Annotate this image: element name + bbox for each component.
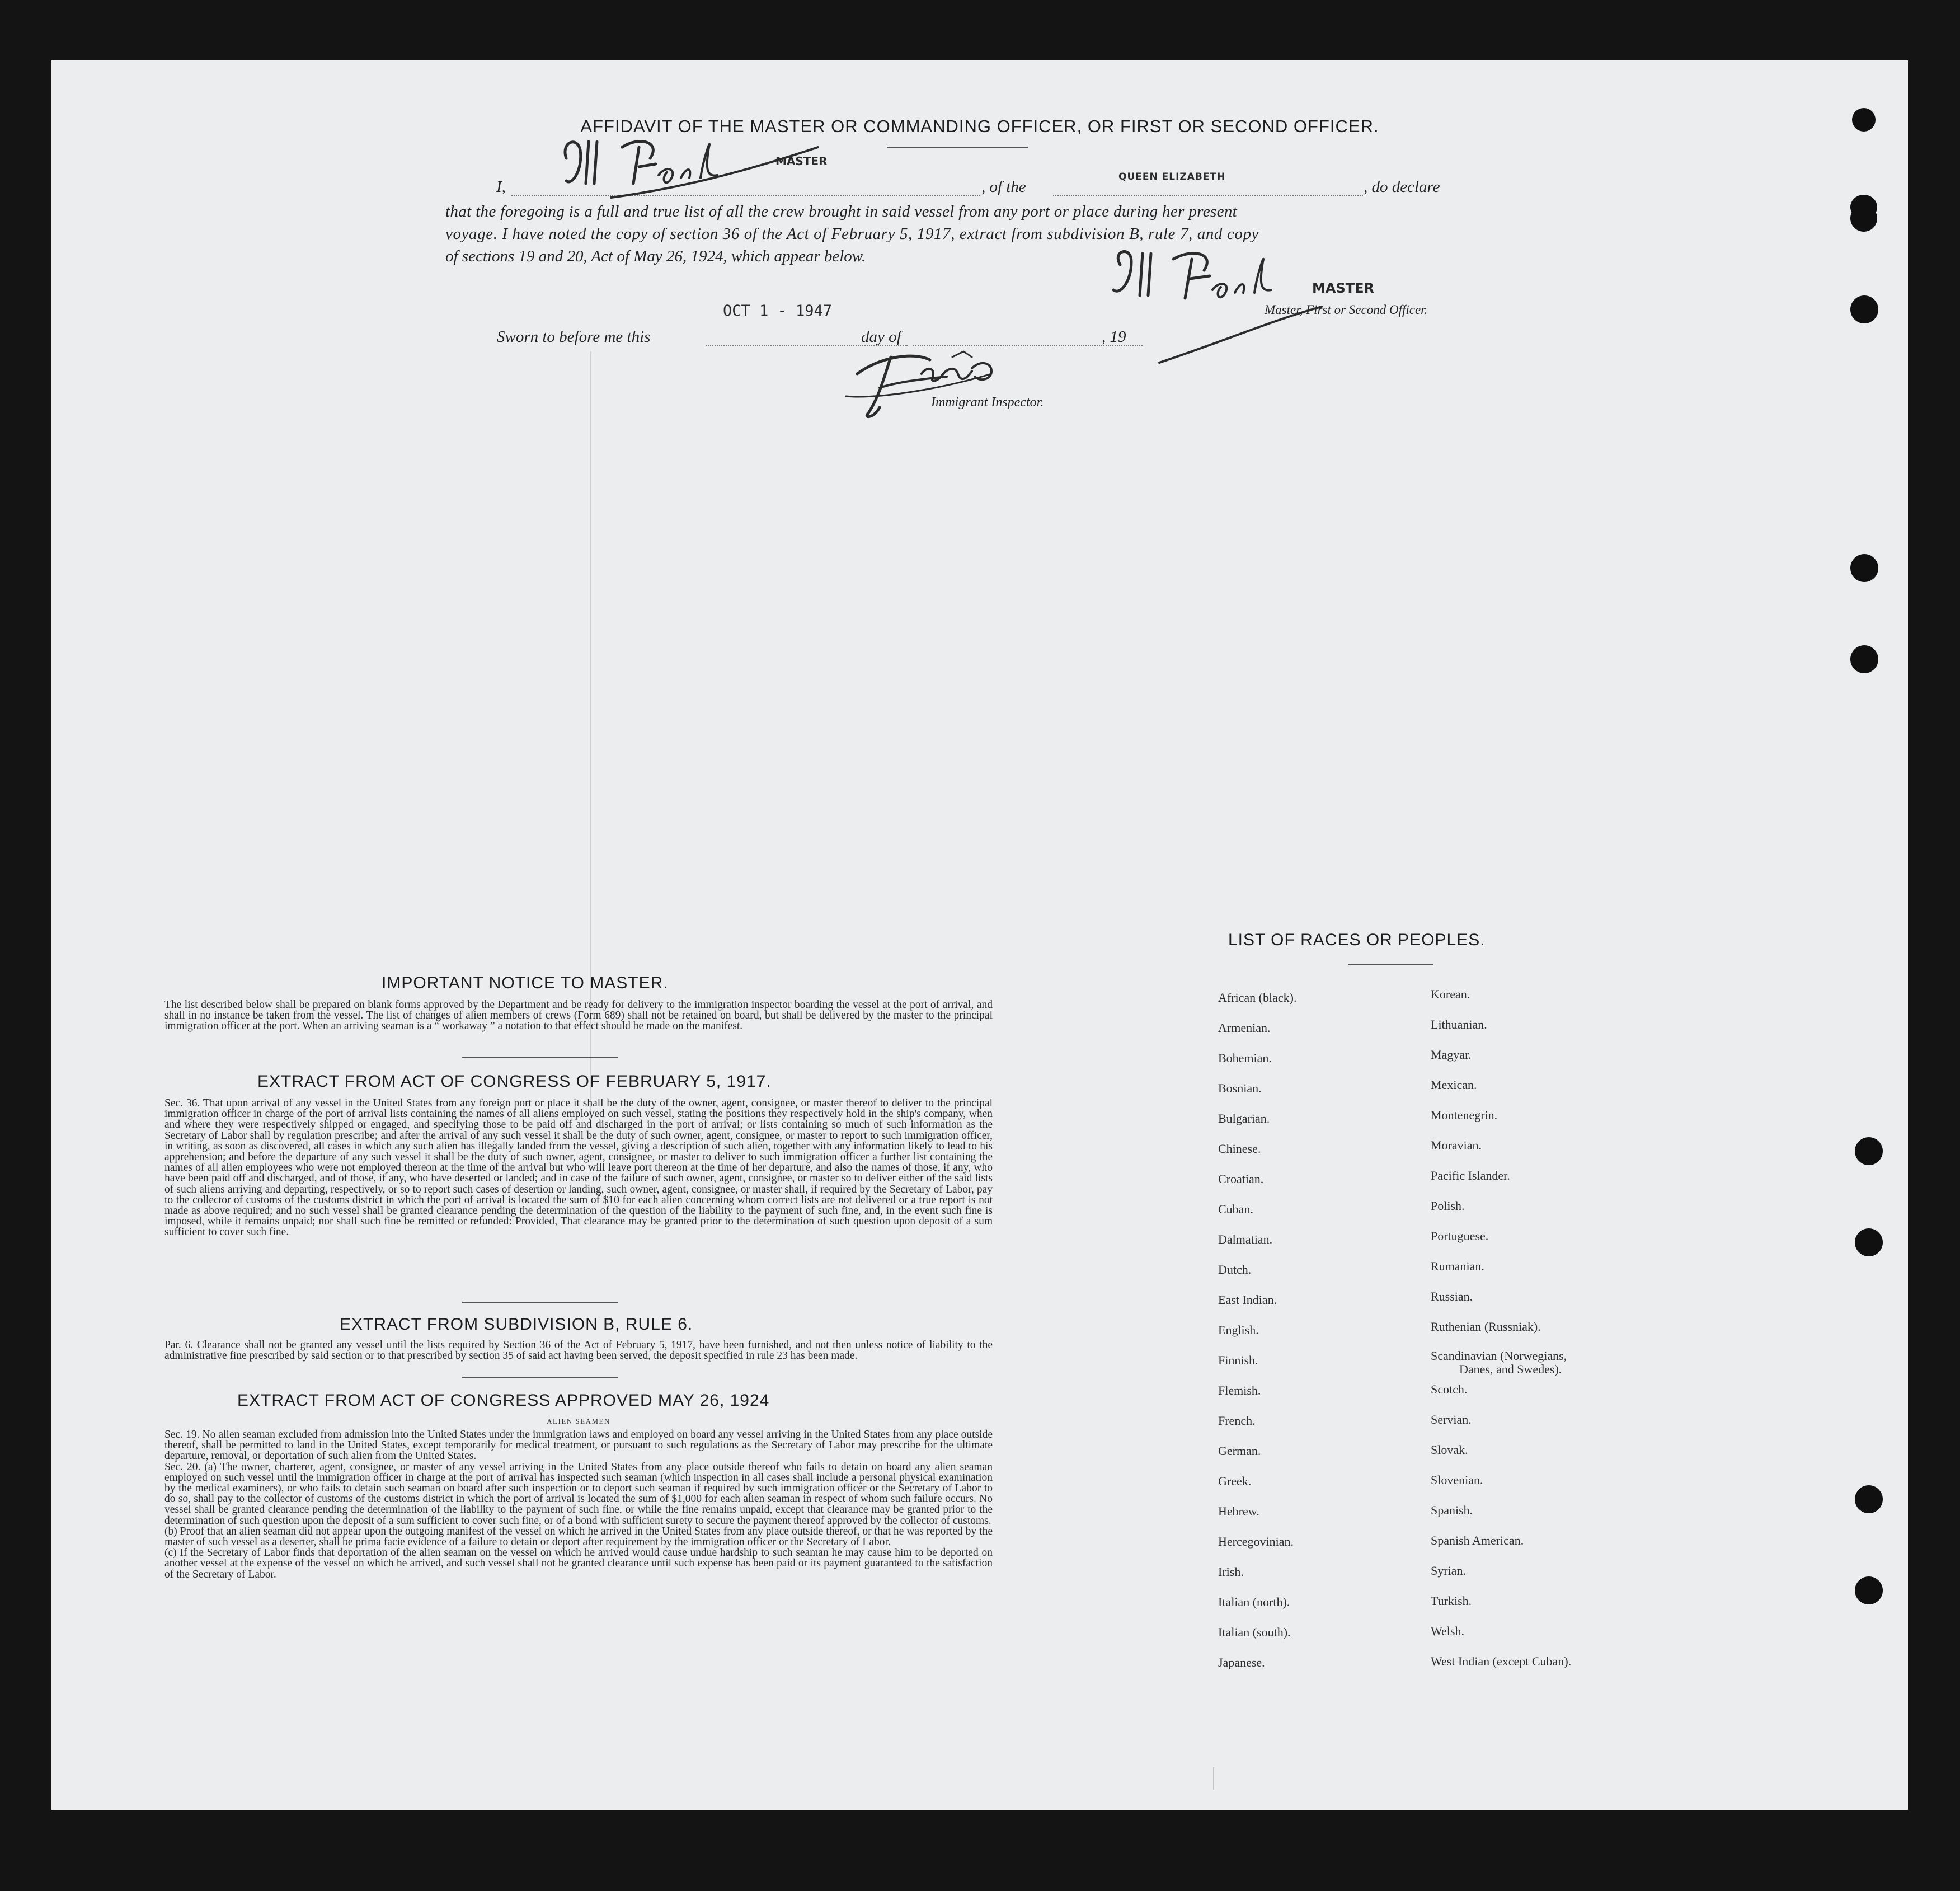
officer-label: Master, First or Second Officer. bbox=[1265, 303, 1428, 317]
year-label: , 19 bbox=[1102, 328, 1126, 346]
vessel-name-stamp: QUEEN ELIZABETH bbox=[1118, 171, 1226, 182]
race-item: Pacific Islander. bbox=[1431, 1169, 1510, 1183]
notice-title: IMPORTANT NOTICE TO MASTER. bbox=[382, 974, 669, 992]
race-item: Portuguese. bbox=[1431, 1229, 1489, 1243]
race-item: Slovak. bbox=[1431, 1443, 1468, 1457]
race-item: German. bbox=[1218, 1444, 1261, 1458]
vessel-name-line bbox=[1053, 195, 1363, 196]
punch-hole bbox=[1855, 1485, 1883, 1513]
fold-mark-bottom bbox=[1213, 1767, 1214, 1790]
race-item: Dutch. bbox=[1218, 1263, 1252, 1277]
race-item: Spanish American. bbox=[1431, 1533, 1524, 1547]
punch-hole bbox=[1855, 1576, 1883, 1604]
title-divider bbox=[887, 147, 1028, 148]
extract-1924-body bbox=[164, 1429, 993, 1580]
race-item: Korean. bbox=[1431, 987, 1470, 1001]
inspector-label: Immigrant Inspector. bbox=[931, 395, 1044, 410]
declarant-prefix: I, bbox=[496, 178, 506, 196]
race-item: Syrian. bbox=[1431, 1564, 1466, 1578]
races-title: LIST OF RACES OR PEOPLES. bbox=[1228, 931, 1486, 949]
race-item: Hebrew. bbox=[1218, 1504, 1259, 1518]
race-item: Hercegovinian. bbox=[1218, 1535, 1294, 1549]
race-item: Scandinavian (Norwegians, bbox=[1431, 1349, 1567, 1363]
sworn-label: Sworn to before me this bbox=[497, 328, 651, 346]
race-item: East Indian. bbox=[1218, 1293, 1277, 1307]
punch-hole bbox=[1855, 1228, 1883, 1256]
section-20b: (b) Proof that an alien seaman did not appear upon the outgoing manifest of the vessel on which he arrived in the United States from any place outside thereof, or that he was reported by the master of such vessel as a deserter, shall be prima facie evidence of a failure to detain or deport after requirement by the immigration officer or the Secretary of Labor. bbox=[164, 1525, 993, 1549]
race-item: Croatian. bbox=[1218, 1172, 1264, 1186]
race-item: English. bbox=[1218, 1323, 1259, 1337]
race-item: Bohemian. bbox=[1218, 1051, 1272, 1065]
inspector-signature bbox=[824, 335, 1047, 424]
race-item: Bulgarian. bbox=[1218, 1111, 1270, 1125]
race-item: Armenian. bbox=[1218, 1021, 1271, 1035]
affidavit-line-2: that the foregoing is a full and true list of all the crew brought in said vessel from any port or place during her present bbox=[445, 203, 1238, 220]
declare-label: , do declare bbox=[1364, 178, 1440, 196]
extract-1924-subtitle: ALIEN SEAMEN bbox=[547, 1417, 610, 1425]
punch-hole bbox=[1852, 108, 1876, 132]
section-20a: Sec. 20. (a) The owner, charterer, agent, consignee, or master of any vessel arriving in the United States from any place outside thereof who fails to detain on board any alien seaman employed on such vessel until the immigration officer in charge at the port of arrival has inspected such seaman (which inspection in all cases shall include a personal physical examination by the medical examiners), or who fails to detain such seaman on board after such inspection or to deport such seaman if required by such immigration officer or the Secretary of Labor to do so, shall pay to the collector of customs of the customs district in which the port of arrival is located the sum of $1,000 for each alien seaman in respect of whom such failure occurs. No vessel shall be granted clearance pending the determination of the liability to the payment of such fine, or while the fine remains unpaid, except that clearance may be granted prior to the determination of such question upon the deposit of a sum sufficient to cover such fine, or of a bond with sufficient surety to secure the payment thereof approved by the collector of customs. bbox=[164, 1461, 993, 1527]
affidavit-title: AFFIDAVIT OF THE MASTER OR COMMANDING OFFICER, OR FIRST OR SECOND OFFICER. bbox=[580, 116, 1379, 136]
race-item: Servian. bbox=[1431, 1413, 1472, 1427]
extract-rule6-title: EXTRACT FROM SUBDIVISION B, RULE 6. bbox=[340, 1315, 693, 1334]
race-item: French. bbox=[1218, 1414, 1256, 1428]
races-divider bbox=[1348, 964, 1433, 965]
punch-hole bbox=[1855, 1137, 1883, 1165]
race-item-continued: Danes, and Swedes). bbox=[1459, 1362, 1562, 1376]
extract-rule6-divider bbox=[462, 1377, 618, 1378]
extract-rule6-body: Par. 6. Clearance shall not be granted any vessel until the lists required by Section 36 of the Act of February 5, 1917, have been furnished, and not then unless notice of liability to the administrative fine prescribed by said section or to that prescribed by section 35 of said act having been served, the deposit specified in rule 23 has been made. bbox=[164, 1339, 993, 1362]
race-item: Finnish. bbox=[1218, 1353, 1258, 1367]
race-item: Lithuanian. bbox=[1431, 1017, 1487, 1031]
race-item: Mexican. bbox=[1431, 1078, 1477, 1092]
master-signature-1 bbox=[555, 125, 835, 209]
race-item: Ruthenian (Russniak). bbox=[1431, 1320, 1541, 1334]
race-item: Moravian. bbox=[1431, 1138, 1482, 1152]
of-the-label: , of the bbox=[981, 178, 1026, 196]
race-item: Spanish. bbox=[1431, 1503, 1473, 1517]
race-item: Scotch. bbox=[1431, 1382, 1468, 1396]
master-signature-stamp: MASTER bbox=[1312, 280, 1374, 296]
punch-hole bbox=[1850, 205, 1877, 232]
race-item: Dalmatian. bbox=[1218, 1232, 1273, 1246]
master-signature-2 bbox=[1103, 242, 1338, 371]
date-stamp: OCT 1 - 1947 bbox=[723, 302, 833, 320]
race-item: Italian (north). bbox=[1218, 1595, 1290, 1609]
race-item: Polish. bbox=[1431, 1199, 1465, 1213]
race-item: Rumanian. bbox=[1431, 1259, 1484, 1273]
race-item: West Indian (except Cuban). bbox=[1431, 1654, 1572, 1668]
form-page bbox=[51, 60, 1908, 1810]
affidavit-line-3: voyage. I have noted the copy of section 36 of the Act of February 5, 1917, extract from subdivision B, rule 7, and copy bbox=[445, 225, 1259, 243]
race-item: Cuban. bbox=[1218, 1202, 1253, 1216]
affidavit-line-4: of sections 19 and 20, Act of May 26, 1924, which appear below. bbox=[445, 247, 866, 265]
section-20c: (c) If the Secretary of Labor finds that deportation of the alien seaman on the vessel on which he arrived would cause undue hardship to such seaman he may cause him to be deported on another vessel at the expense of the vessel on which he arrived, and such vessel shall not be granted clearance until such expense has been paid or its payment guaranteed to the satisfaction of the Secretary of Labor. bbox=[164, 1547, 993, 1580]
race-item: African (black). bbox=[1218, 991, 1297, 1005]
race-item: Japanese. bbox=[1218, 1655, 1265, 1669]
race-item: Italian (south). bbox=[1218, 1625, 1291, 1639]
race-item: Welsh. bbox=[1431, 1624, 1464, 1638]
section-19: Sec. 19. No alien seaman excluded from admission into the United States under the immigration laws and employed on board any vessel arriving in the United States from any place outside thereof, shall be permitted to land in the United States, except temporarily for medical treatment, or pursuant to such regulations as the Secretary of Labor may prescribe for the ultimate departure, removal, or deportation of such alien from the United States. bbox=[164, 1429, 993, 1462]
punch-hole bbox=[1850, 645, 1878, 673]
extract-1917-title: EXTRACT FROM ACT OF CONGRESS OF FEBRUARY 5, 1917. bbox=[257, 1072, 772, 1091]
race-item: Slovenian. bbox=[1431, 1473, 1483, 1487]
extract-1917-divider bbox=[462, 1302, 618, 1303]
master-stamp: MASTER bbox=[775, 154, 828, 168]
notice-body: The list described below shall be prepared on blank forms approved by the Department and be ready for delivery to the immigration inspector boarding the vessel at the port of arrival, and shall in no instance be taken from the vessel. The list of changes of alien members of crews (Form 689) shall not be retained on board, but shall be delivered by the master to the principal immigration officer at the port. When an arriving seaman is a “ workaway ” a notation to that effect should be made on the manifest. bbox=[164, 999, 993, 1033]
race-item: Irish. bbox=[1218, 1565, 1244, 1579]
notice-divider bbox=[462, 1057, 618, 1058]
race-item: Magyar. bbox=[1431, 1048, 1472, 1062]
punch-hole bbox=[1850, 554, 1878, 582]
race-item: Chinese. bbox=[1218, 1142, 1261, 1156]
race-item: Russian. bbox=[1431, 1289, 1473, 1303]
extract-1924-title: EXTRACT FROM ACT OF CONGRESS APPROVED MAY 26, 1924 bbox=[237, 1391, 770, 1410]
race-item: Bosnian. bbox=[1218, 1081, 1262, 1095]
race-item: Montenegrin. bbox=[1431, 1108, 1498, 1122]
race-item: Flemish. bbox=[1218, 1383, 1261, 1397]
day-of-label: day of bbox=[861, 328, 901, 346]
race-item: Turkish. bbox=[1431, 1594, 1472, 1608]
race-item: Greek. bbox=[1218, 1474, 1252, 1488]
extract-1917-body: Sec. 36. That upon arrival of any vessel in the United States from any foreign port or place it shall be the duty of the owner, agent, consignee, or master thereof to deliver to the principal immigration officer in charge of the port of arrival lists containing the names of all aliens employed on such vessel, stating the positions they respectively hold in the ship's company, when and where they were respectively shipped or engaged, and specifying those to be paid off and discharged in the port of arrival; or lists containing so much of such information as the Secretary of Labor shall by regulation prescribe; and after the arrival of any such vessel it shall be the duty of such owner, agent, consignee, or master to report to such immigration officer, in writing, as soon as discovered, all cases in which any such alien has illegally landed from the vessel, giving a description of such alien, together with any information likely to lead to his apprehension; and before the departure of any such vessel it shall be the duty of such owner, agent, consignee, or master to deliver to such immigration officer a further list containing the names of all alien employees who were not employed thereon at the time of the arrival but who will leave port thereon at the time of her departure, and also the names of those, if any, who have been paid off and discharged, and of those, if any, who have deserted or landed; and in case of the failure of such owner, agent, consignee, or master so to deliver either of the said lists of such aliens arriving and departing, respectively, or so to report such cases of desertion or landing, such owner, agent, consignee, or master shall, if required by the Secretary of Labor, pay to the collector of customs of the customs district in which the port of arrival is located the sum of $10 for each alien concerning whom correct lists are not delivered or a true report is not made as above required; and no such vessel shall be granted clearance pending the determination of the question of the liability to the payment of such fine, and, in the event such fine is imposed, while it remains unpaid; nor shall such fine be remitted or refunded: Provided, That clearance may be granted prior to the determination of such question upon deposit of a sum sufficient to cover such fine. bbox=[164, 1097, 993, 1238]
punch-hole bbox=[1850, 295, 1878, 323]
